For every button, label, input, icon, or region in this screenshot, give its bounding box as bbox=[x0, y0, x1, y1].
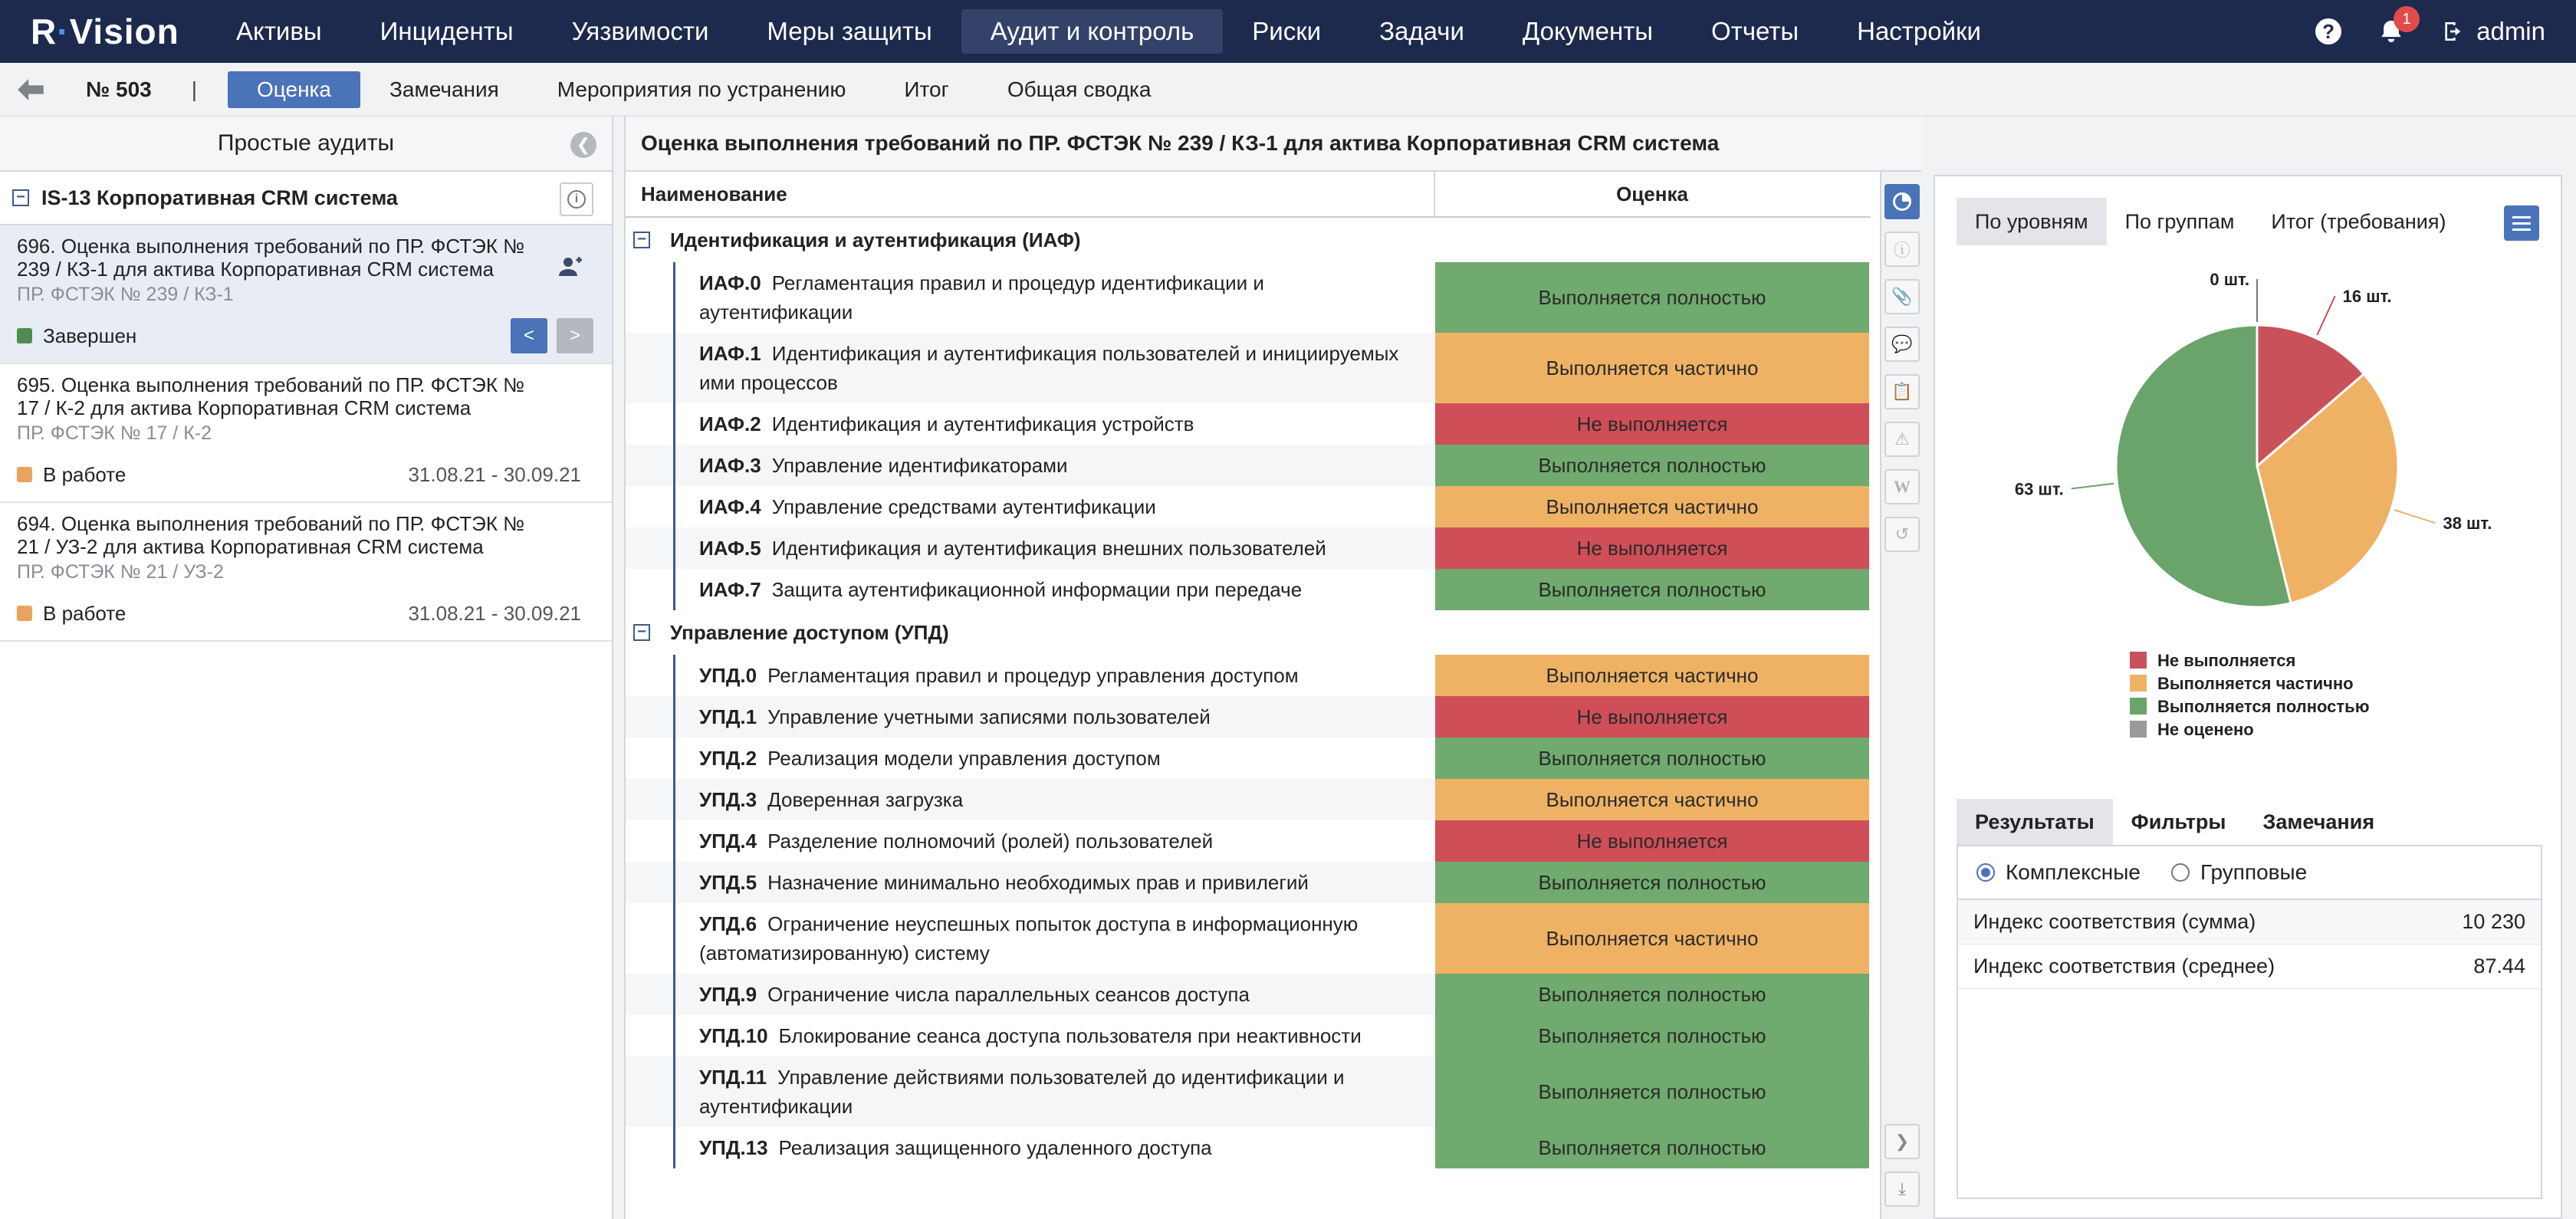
requirement-text bbox=[699, 785, 963, 814]
requirement-code: УПД.5 bbox=[699, 871, 757, 894]
audit-dates: 31.08.21 - 30.09.21 bbox=[408, 462, 581, 486]
user-menu[interactable] bbox=[2441, 17, 2545, 46]
nav-item-3[interactable]: Меры защиты bbox=[767, 17, 932, 45]
results-tab-2[interactable]: Замечания bbox=[2262, 810, 2375, 833]
results-tab-1[interactable]: Фильтры bbox=[2131, 810, 2226, 833]
requirement-text bbox=[699, 744, 1161, 773]
requirement-text bbox=[699, 409, 1194, 439]
score-cell[interactable]: Выполняется частично bbox=[1435, 903, 1869, 974]
score-cell[interactable]: Не выполняется bbox=[1435, 696, 1869, 738]
audit-standard: ПР. ФСТЭК № 239 / КЗ-1 bbox=[17, 284, 234, 305]
header-actions bbox=[2315, 0, 2545, 63]
pie-data-label-0: 16 шт. bbox=[2342, 287, 2392, 307]
audit-item[interactable] bbox=[0, 503, 612, 642]
result-value: 10 230 bbox=[2462, 910, 2525, 933]
legend-swatch-3 bbox=[2130, 721, 2147, 738]
attachment-icon[interactable]: 📎 bbox=[1884, 279, 1920, 314]
requirement-title: Регламентация правил и процедур идентификации и аутентификации bbox=[699, 271, 1264, 324]
pie-data-label-3: 0 шт. bbox=[2210, 270, 2249, 289]
requirement-title: Доверенная загрузка bbox=[767, 788, 964, 811]
requirement-name-cell bbox=[626, 779, 1435, 820]
requirement-name-cell bbox=[626, 1015, 1435, 1056]
score-cell[interactable]: Выполняется полностью bbox=[1435, 738, 1869, 779]
requirement-group[interactable] bbox=[626, 218, 1871, 262]
audit-list bbox=[0, 225, 612, 642]
requirement-code: ИАФ.0 bbox=[699, 271, 761, 294]
requirement-code: УПД.3 bbox=[699, 788, 757, 811]
menu-hamburger-icon[interactable] bbox=[2504, 205, 2539, 241]
result-value: 87.44 bbox=[2473, 955, 2525, 978]
collapse-minus-icon[interactable]: − bbox=[12, 189, 29, 206]
requirement-title: Управление действиями пользователей до идентификации и аутентификации bbox=[699, 1066, 1345, 1118]
word-export-icon[interactable]: W bbox=[1884, 469, 1920, 504]
requirement-code: УПД.2 bbox=[699, 747, 757, 770]
assessment-title: Оценка выполнения требований по ПР. ФСТЭК № 239 / КЗ-1 для актива Корпоративная CRM система bbox=[626, 117, 1921, 172]
group-rows bbox=[626, 262, 1871, 610]
requirement-text bbox=[699, 1063, 1420, 1121]
table-row[interactable] bbox=[626, 1015, 1871, 1056]
chart-tabs bbox=[1957, 198, 2539, 245]
pie-data-label-2: 63 шт. bbox=[2014, 479, 2064, 499]
column-header-name[interactable]: Наименование bbox=[626, 172, 1435, 216]
requirement-name-cell bbox=[626, 527, 1435, 569]
requirement-text bbox=[699, 339, 1420, 397]
requirement-code: УПД.6 bbox=[699, 912, 757, 935]
requirement-text bbox=[699, 826, 1213, 856]
table-row[interactable] bbox=[626, 903, 1871, 974]
subtab-4[interactable]: Общая сводка bbox=[1007, 77, 1152, 101]
requirement-name-cell bbox=[626, 696, 1435, 738]
asset-name: IS-13 Корпоративная CRM система bbox=[41, 186, 398, 209]
nav-item-4[interactable]: Аудит и контроль bbox=[961, 9, 1224, 54]
sub-navbar bbox=[0, 63, 2576, 117]
subtab-1[interactable]: Замечания bbox=[389, 77, 499, 101]
requirement-code: ИАФ.1 bbox=[699, 342, 761, 365]
requirement-text bbox=[699, 980, 1250, 1009]
help-icon[interactable]: ? bbox=[2315, 18, 2341, 44]
requirement-title: Реализация защищенного удаленного доступа bbox=[778, 1136, 1212, 1159]
requirement-name-cell bbox=[626, 655, 1435, 696]
requirement-title: Идентификация и аутентификация внешних пользователей bbox=[771, 537, 1326, 560]
requirement-title: Идентификация и аутентификация пользователей и инициируемых ими процессов bbox=[699, 342, 1399, 394]
result-label: Индекс соответствия (сумма) bbox=[1973, 910, 2256, 933]
app-logo[interactable] bbox=[0, 0, 207, 63]
audit-status bbox=[17, 318, 595, 353]
table-row[interactable] bbox=[626, 1127, 1871, 1168]
score-cell[interactable]: Выполняется частично bbox=[1435, 779, 1869, 820]
audits-panel-header bbox=[0, 117, 612, 172]
result-row bbox=[1958, 900, 2541, 945]
prev-button[interactable]: < bbox=[511, 318, 547, 353]
nav-item-8[interactable]: Отчеты bbox=[1711, 17, 1799, 45]
document-number: № 503 bbox=[86, 77, 152, 101]
nav-item-7[interactable]: Документы bbox=[1522, 17, 1654, 45]
requirement-name-cell bbox=[626, 738, 1435, 779]
results-tab-0[interactable]: Результаты bbox=[1957, 799, 2113, 845]
status-label: В работе bbox=[43, 601, 127, 625]
requirement-text bbox=[699, 868, 1309, 897]
subtab-3[interactable]: Итог bbox=[904, 77, 949, 101]
grid-header bbox=[626, 172, 1871, 218]
legend-swatch-1 bbox=[2130, 675, 2147, 692]
audit-status bbox=[17, 596, 595, 631]
requirement-name-cell bbox=[626, 903, 1435, 974]
pie-chart bbox=[1957, 245, 2542, 774]
warning-icon[interactable]: ⚠ bbox=[1884, 422, 1920, 457]
column-header-score[interactable]: Оценка bbox=[1616, 182, 1688, 205]
requirement-name-cell bbox=[626, 333, 1435, 403]
results-list bbox=[1958, 900, 2541, 989]
requirement-name-cell bbox=[626, 486, 1435, 527]
radio-checked-icon bbox=[1976, 863, 1995, 882]
audits-panel-title: Простые аудиты bbox=[217, 130, 395, 156]
group-name: Идентификация и аутентификация (ИАФ) bbox=[670, 228, 1081, 251]
score-cell[interactable]: Выполняется частично bbox=[1435, 655, 1869, 696]
top-navbar bbox=[0, 0, 2576, 63]
results-tabs bbox=[1957, 799, 2542, 846]
group-rows bbox=[626, 655, 1871, 1168]
pie-leader-line-2 bbox=[2072, 484, 2114, 489]
table-row[interactable] bbox=[626, 569, 1871, 610]
requirement-title: Ограничение неуспешных попыток доступа в информационную (автоматизированную) систему bbox=[699, 912, 1359, 964]
score-cell[interactable]: Не выполняется bbox=[1435, 820, 1869, 862]
table-row[interactable] bbox=[626, 527, 1871, 569]
score-cell[interactable]: Не выполняется bbox=[1435, 527, 1869, 569]
requirement-text bbox=[699, 575, 1302, 604]
info-icon[interactable]: ⓘ bbox=[1884, 232, 1920, 267]
requirement-code: УПД.10 bbox=[699, 1024, 768, 1047]
clipboard-check-icon[interactable]: 📋 bbox=[1884, 374, 1920, 409]
table-row[interactable] bbox=[626, 974, 1871, 1015]
nav-item-2[interactable]: Уязвимости bbox=[571, 17, 709, 45]
requirement-code: УПД.0 bbox=[699, 664, 757, 687]
requirement-name-cell bbox=[626, 403, 1435, 445]
status-color-square bbox=[17, 328, 32, 343]
radio-group[interactable] bbox=[2171, 860, 2307, 885]
subtab-2[interactable]: Мероприятия по устранению bbox=[557, 77, 846, 101]
score-cell[interactable]: Выполняется полностью bbox=[1435, 445, 1869, 486]
audit-title: 696. Оценка выполнения требований по ПР. ФСТЭК № 239 / КЗ-1 для актива Корпоративная CRM система bbox=[17, 235, 525, 281]
pager bbox=[511, 318, 593, 353]
requirement-text bbox=[699, 492, 1156, 521]
pie-leader-line-1 bbox=[2394, 510, 2435, 523]
table-row[interactable] bbox=[626, 738, 1871, 779]
main-menu bbox=[207, 0, 2010, 63]
score-cell[interactable]: Выполняется полностью bbox=[1435, 1056, 1869, 1127]
download-icon[interactable]: ⤓ bbox=[1884, 1171, 1920, 1207]
requirement-title: Защита аутентификационной информации при передаче bbox=[771, 578, 1303, 601]
chart-tab-list bbox=[1957, 198, 2464, 245]
nav-item-9[interactable]: Настройки bbox=[1857, 17, 1981, 45]
requirement-code: УПД.1 bbox=[699, 705, 757, 728]
table-row[interactable] bbox=[626, 655, 1871, 696]
score-cell[interactable]: Выполняется частично bbox=[1435, 333, 1869, 403]
username: admin bbox=[2476, 17, 2545, 45]
requirement-code: ИАФ.7 bbox=[699, 578, 761, 601]
radio-group-label: Групповые bbox=[2200, 860, 2308, 884]
requirement-text bbox=[699, 534, 1326, 563]
status-label: В работе bbox=[43, 462, 127, 486]
nav-item-1[interactable]: Инциденты bbox=[380, 17, 514, 45]
requirement-name-cell bbox=[626, 445, 1435, 486]
collapse-minus-icon[interactable]: − bbox=[633, 232, 650, 248]
status-color-square bbox=[17, 467, 32, 482]
requirement-code: ИАФ.5 bbox=[699, 537, 761, 560]
radio-complex-label: Комплексные bbox=[2006, 860, 2141, 884]
logo-letter: R bbox=[31, 12, 58, 51]
audit-title: 694. Оценка выполнения требований по ПР. ФСТЭК № 21 / УЗ-2 для актива Корпоративная CRM система bbox=[17, 512, 525, 558]
chart-tab-2[interactable]: Итог (требования) bbox=[2271, 209, 2446, 233]
side-toolbar bbox=[1880, 172, 1923, 1219]
legend-label-3[interactable]: Не оценено bbox=[2157, 720, 2254, 739]
table-row[interactable] bbox=[626, 696, 1871, 738]
requirement-text bbox=[699, 451, 1068, 480]
status-color-square bbox=[17, 606, 32, 621]
requirement-text bbox=[699, 909, 1420, 968]
requirement-title: Разделение полномочий (ролей) пользователей bbox=[767, 830, 1214, 853]
requirement-code: ИАФ.4 bbox=[699, 495, 761, 518]
chevron-right-icon[interactable]: ❯ bbox=[1884, 1124, 1920, 1159]
legend-swatch-2 bbox=[2130, 698, 2147, 715]
logo-text: Vision bbox=[69, 12, 179, 51]
score-cell[interactable]: Выполняется полностью bbox=[1435, 1127, 1869, 1168]
requirement-code: УПД.11 bbox=[699, 1066, 767, 1089]
requirement-name-cell bbox=[626, 1127, 1435, 1168]
collapse-panel-icon[interactable]: ❮ bbox=[570, 132, 596, 158]
requirement-title: Блокирование сеанса доступа пользователя при неактивности bbox=[778, 1024, 1362, 1047]
score-cell[interactable]: Выполняется частично bbox=[1435, 486, 1869, 527]
group-name: Управление доступом (УПД) bbox=[670, 620, 949, 644]
score-cell[interactable]: Выполняется полностью bbox=[1435, 974, 1869, 1015]
result-row bbox=[1958, 945, 2541, 989]
legend-label-0[interactable]: Не выполняется bbox=[2157, 651, 2296, 670]
separator: | bbox=[191, 77, 197, 101]
requirement-text bbox=[699, 1133, 1212, 1162]
requirement-text bbox=[699, 702, 1211, 731]
score-cell[interactable]: Выполняется полностью bbox=[1435, 569, 1869, 610]
requirement-title: Реализация модели управления доступом bbox=[767, 747, 1161, 770]
table-row[interactable] bbox=[626, 262, 1871, 333]
table-row[interactable] bbox=[626, 486, 1871, 527]
comment-icon[interactable]: 💬 bbox=[1884, 327, 1920, 362]
requirement-text bbox=[699, 1021, 1362, 1050]
pie-data-label-1: 38 шт. bbox=[2443, 514, 2492, 534]
results-box bbox=[1957, 846, 2542, 1199]
requirement-code: ИАФ.2 bbox=[699, 412, 761, 435]
collapse-minus-icon[interactable]: − bbox=[633, 624, 650, 641]
score-cell[interactable]: Выполняется полностью bbox=[1435, 862, 1869, 903]
requirement-title: Управление идентификаторами bbox=[771, 454, 1068, 477]
audit-item[interactable] bbox=[0, 225, 612, 364]
audits-panel bbox=[0, 117, 613, 1219]
back-arrow-icon[interactable] bbox=[0, 63, 61, 117]
table-row[interactable] bbox=[626, 779, 1871, 820]
requirement-name-cell bbox=[626, 820, 1435, 862]
audit-item[interactable] bbox=[0, 364, 612, 503]
info-icon: i bbox=[567, 190, 586, 209]
score-cell[interactable]: Выполняется полностью bbox=[1435, 262, 1869, 333]
audit-title: 695. Оценка выполнения требований по ПР. ФСТЭК № 17 / К-2 для актива Корпоративная CRM система bbox=[17, 373, 525, 419]
requirement-title: Ограничение числа параллельных сеансов доступа bbox=[767, 983, 1250, 1006]
notifications-bell-icon[interactable] bbox=[2378, 10, 2411, 44]
requirement-code: УПД.9 bbox=[699, 983, 757, 1006]
chart-toggle-icon[interactable] bbox=[1884, 184, 1920, 219]
table-row[interactable] bbox=[626, 333, 1871, 403]
requirement-title: Управление учетными записями пользователей bbox=[767, 705, 1211, 728]
nav-item-5[interactable]: Риски bbox=[1252, 17, 1322, 45]
requirement-text bbox=[699, 268, 1420, 327]
assessment-panel bbox=[624, 117, 1921, 1219]
asset-tree-node[interactable] bbox=[0, 172, 612, 225]
legend-label-1[interactable]: Выполняется частично bbox=[2157, 674, 2354, 693]
requirement-code: ИАФ.3 bbox=[699, 454, 761, 477]
nav-item-6[interactable]: Задачи bbox=[1379, 17, 1464, 45]
audit-status bbox=[17, 457, 595, 492]
audit-standard: ПР. ФСТЭК № 21 / УЗ-2 bbox=[17, 561, 224, 583]
score-cell[interactable]: Не выполняется bbox=[1435, 403, 1869, 445]
audit-dates: 31.08.21 - 30.09.21 bbox=[408, 601, 581, 625]
subtab-0[interactable]: Оценка bbox=[228, 71, 360, 108]
table-row[interactable] bbox=[626, 1056, 1871, 1127]
assignee-user-icon[interactable] bbox=[557, 253, 584, 284]
nav-item-0[interactable]: Активы bbox=[236, 17, 322, 45]
score-cell[interactable]: Выполняется полностью bbox=[1435, 1015, 1869, 1056]
logo-dot: · bbox=[57, 12, 70, 51]
table-row[interactable] bbox=[626, 403, 1871, 445]
logout-icon bbox=[2441, 19, 2466, 44]
chart-tab-0[interactable]: По уровням bbox=[1957, 198, 2107, 245]
chart-tab-1[interactable]: По группам bbox=[2124, 209, 2235, 233]
requirements-grid bbox=[626, 172, 1871, 1219]
table-row[interactable] bbox=[626, 820, 1871, 862]
table-row[interactable] bbox=[626, 445, 1871, 486]
result-label: Индекс соответствия (среднее) bbox=[1973, 955, 2275, 978]
requirement-name-cell bbox=[626, 569, 1435, 610]
requirement-name-cell bbox=[626, 262, 1435, 333]
legend-label-2[interactable]: Выполняется полностью bbox=[2157, 697, 2370, 716]
history-icon[interactable]: ↺ bbox=[1884, 517, 1920, 552]
radio-unchecked-icon bbox=[2171, 863, 2190, 882]
requirement-group[interactable] bbox=[626, 610, 1871, 655]
requirement-name-cell bbox=[626, 974, 1435, 1015]
table-row[interactable] bbox=[626, 862, 1871, 903]
pie-leader-line-0 bbox=[2317, 296, 2334, 335]
requirement-title: Назначение минимально необходимых прав и привилегий bbox=[767, 871, 1309, 894]
requirement-code: УПД.4 bbox=[699, 830, 757, 853]
audit-standard: ПР. ФСТЭК № 17 / К-2 bbox=[17, 422, 212, 444]
requirement-title: Идентификация и аутентификация устройств bbox=[771, 412, 1194, 435]
sub-tabs bbox=[228, 71, 1181, 108]
results-mode bbox=[1958, 846, 2541, 900]
grid-body bbox=[626, 218, 1871, 1168]
requirement-title: Управление средствами аутентификации bbox=[771, 495, 1156, 518]
pie-chart-svg bbox=[1957, 245, 2542, 774]
requirement-title: Регламентация правил и процедур управления доступом bbox=[767, 664, 1299, 687]
statistics-panel bbox=[1934, 175, 2562, 1219]
radio-complex[interactable] bbox=[1976, 860, 2141, 885]
next-button[interactable]: > bbox=[557, 318, 593, 353]
requirement-name-cell bbox=[626, 862, 1435, 903]
legend-swatch-0 bbox=[2130, 652, 2147, 669]
status-label: Завершен bbox=[43, 324, 137, 347]
requirement-name-cell bbox=[626, 1056, 1435, 1127]
requirement-text bbox=[699, 661, 1299, 690]
notifications-count-badge: 1 bbox=[2394, 6, 2420, 32]
requirement-code: УПД.13 bbox=[699, 1136, 768, 1159]
asset-info-button[interactable] bbox=[560, 182, 593, 216]
